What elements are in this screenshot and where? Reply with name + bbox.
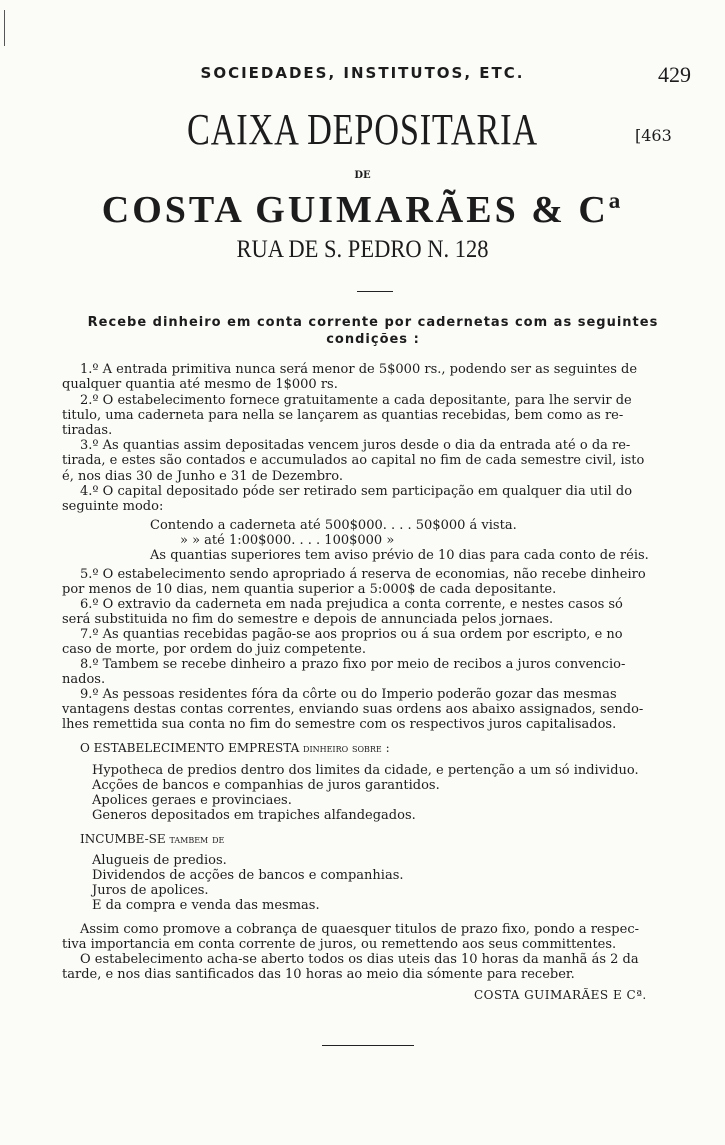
- text-line: vantagens destas contas correntes, enviando suas ordens aos abaixo assignados, sendo-: [62, 702, 644, 717]
- list-item: Juros de apolices.: [92, 883, 209, 898]
- text-line: tarde, e nos dias santificados das 10 horas ao meio dia sómente para receber.: [62, 967, 575, 982]
- text-line: qualquer quantia até mesmo de 1$000 rs.: [62, 377, 338, 392]
- text-line: é, nos dias 30 de Junho e 31 de Dezembro.: [62, 469, 344, 484]
- list-item: Alugueis de predios.: [92, 853, 227, 868]
- title-firm: COSTA GUIMARÃES & Cª: [101, 189, 624, 231]
- text-line: 9.º As pessoas residentes fóra da côrte ou do Imperio poderão gozar das mesmas: [80, 687, 617, 702]
- section-heading-lending: O ESTABELECIMENTO EMPRESTA dinheiro sobre :: [80, 741, 390, 755]
- title-connector: DE: [354, 170, 371, 181]
- list-item: Apolices geraes e provinciaes.: [92, 793, 292, 808]
- text-line: será substituida no fim do semestre e depois de annunciada pelos jornaes.: [62, 612, 554, 627]
- list-item: Dividendos de acções de bancos e companhias.: [92, 868, 404, 883]
- text-line: tiva importancia em conta corrente de juros, ou remettendo aos seus committentes.: [62, 937, 617, 952]
- text-line: lhes remettida sua conta no fim do semestre com os respectivos juros capitalisados.: [62, 717, 617, 732]
- text-line: 8.º Tambem se recebe dinheiro a prazo fixo por meio de recibos a juros convencio-: [80, 657, 626, 672]
- title-main: CAIXA DEPOSITARIA: [187, 105, 538, 154]
- signature: COSTA GUIMARÃES E Cª.: [474, 988, 647, 1002]
- text-line: Assim como promove a cobrança de quaesquer titulos de prazo fixo, pondo a respec-: [80, 922, 639, 937]
- list-item: Generos depositados em trapiches alfandegados.: [92, 808, 416, 823]
- running-head: SOCIEDADES, INSTITUTOS, ETC.: [200, 64, 525, 82]
- page-number: 429: [658, 62, 691, 87]
- text-line: 7.º As quantias recebidas pagão-se aos proprios ou á sua ordem por escripto, e no: [80, 627, 623, 642]
- margin-number: [463: [635, 126, 672, 145]
- text-line: 4.º O capital depositado póde ser retirado sem participação em qualquer dia util do: [80, 484, 633, 499]
- text-line: 2.º O estabelecimento fornece gratuitamente a cada depositante, para lhe servir de: [80, 393, 632, 408]
- divider-bottom: [322, 1045, 414, 1046]
- page-edge-mark: [4, 10, 5, 46]
- text-line: caso de morte, por ordem do juiz competente.: [62, 642, 366, 657]
- text-line: tirada, e estes são contados e accumulados ao capital no fim de cada semestre civil, isto: [62, 453, 645, 468]
- list-item: Hypotheca de predios dentro dos limites da cidade, e pertenção a um só individuo.: [92, 763, 639, 778]
- intro-heading: Recebe dinheiro em conta corrente por cadernetas com as seguintes condições :: [87, 315, 659, 347]
- title-address: RUA DE S. PEDRO N. 128: [236, 236, 489, 263]
- text-line: 6.º O extravio da caderneta em nada prejudica a conta corrente, e nestes casos só: [80, 597, 623, 612]
- text-line: por menos de 10 dias, nem quantia superior a 5:000$ de cada depositante.: [62, 582, 557, 597]
- list-item: Acções de bancos e companhias de juros garantidos.: [92, 778, 440, 793]
- text-line: 1.º A entrada primitiva nunca será menor de 5$000 rs., podendo ser as seguintes de: [80, 362, 638, 377]
- text-line: nados.: [62, 672, 106, 687]
- text-line: 3.º As quantias assim depositadas vencem juros desde o dia da entrada até o da re-: [80, 438, 631, 453]
- text-line: » » até 1:00$000. . . . 100$000 »: [180, 533, 395, 548]
- text-line: titulo, uma caderneta para nella se lançarem as quantias recebidas, bem como as re-: [62, 408, 624, 423]
- text-line: seguinte modo:: [62, 499, 164, 514]
- text-line: tiradas.: [62, 423, 113, 438]
- section-heading-services: INCUMBE-SE tambem de: [80, 832, 225, 846]
- list-item: E da compra e venda das mesmas.: [92, 898, 320, 913]
- text-line: Contendo a caderneta até 500$000. . . . 50$000 á vista.: [150, 518, 517, 533]
- text-line: 5.º O estabelecimento sendo apropriado á reserva de economias, não recebe dinheiro: [80, 567, 646, 582]
- text-line: O estabelecimento acha-se aberto todos os dias uteis das 10 horas da manhã ás 2 da: [80, 952, 639, 967]
- divider-top: [357, 291, 393, 292]
- text-line: As quantias superiores tem aviso prévio de 10 dias para cada conto de réis.: [150, 548, 649, 563]
